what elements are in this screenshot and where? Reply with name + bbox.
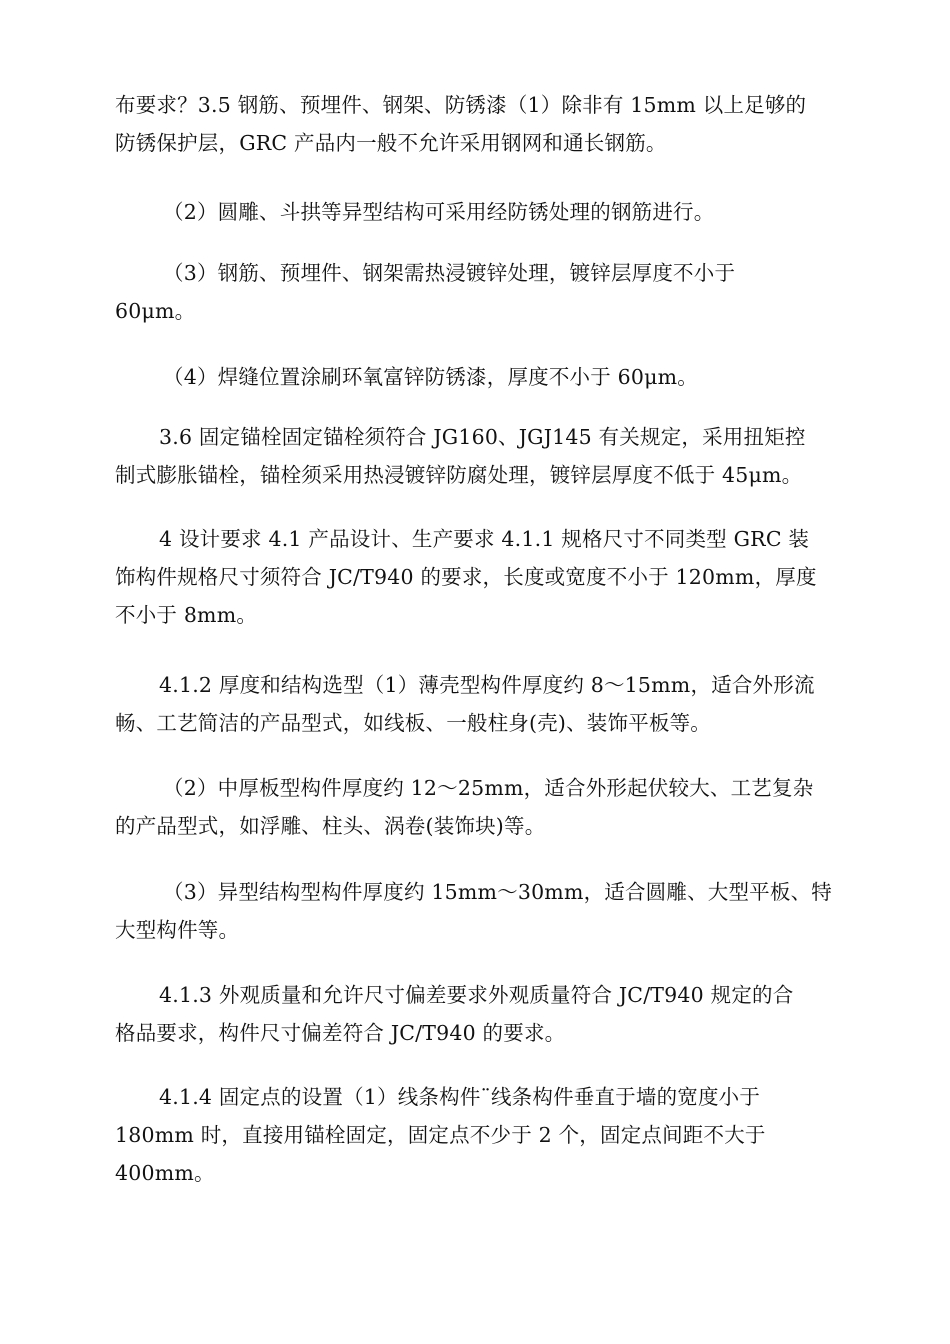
paragraph-item-4: [115, 358, 835, 396]
paragraph-item-2: [115, 193, 835, 231]
paragraph-4-1-3-quality: [115, 976, 835, 1052]
text-line: 4.1.2 厚度和结构选型（1）薄壳型构件厚度约 8～15mm，适合外形流: [159, 673, 815, 697]
paragraph-4-1-2-thickness: [115, 666, 835, 742]
text-line: （2）中厚板型构件厚度约 12～25mm，适合外形起伏较大、工艺复杂: [163, 776, 814, 800]
paragraph-4-1-4-fixing: [115, 1078, 835, 1192]
text-line: 4 设计要求 4.1 产品设计、生产要求 4.1.1 规格尺寸不同类型 GRC 装: [159, 527, 810, 551]
text-line: 400mm。: [115, 1161, 215, 1185]
text-line: 制式膨胀锚栓，锚栓须采用热浸镀锌防腐处理，镀锌层厚度不低于 45μm。: [115, 463, 803, 487]
text-line: 180mm 时，直接用锚栓固定，固定点不少于 2 个，固定点间距不大于: [115, 1123, 766, 1147]
text-line: 大型构件等。: [115, 918, 240, 942]
text-line: 布要求？3.5 钢筋、预埋件、钢架、防锈漆（1）除非有 15mm 以上足够的: [115, 93, 807, 117]
text-line: （3）异型结构型构件厚度约 15mm～30mm，适合圆雕、大型平板、特: [163, 880, 832, 904]
paragraph-medium-thick: [115, 769, 835, 845]
text-line: 防锈保护层，GRC 产品内一般不允许采用钢网和通长钢筋。: [115, 131, 667, 155]
text-line: 60μm。: [115, 299, 196, 323]
text-line: 的产品型式，如浮雕、柱头、涡卷(装饰块)等。: [115, 814, 546, 838]
paragraph-item-3: [115, 254, 835, 330]
paragraph-special-shape: [115, 873, 835, 949]
text-line: 3.6 固定锚栓固定锚栓须符合 JG160、JGJ145 有关规定，采用扭矩控: [159, 425, 806, 449]
paragraph-3-6-anchor: [115, 418, 835, 494]
text-line: 饰构件规格尺寸须符合 JC/T940 的要求，长度或宽度不小于 120mm，厚度: [115, 565, 817, 589]
text-line: 不小于 8mm。: [115, 603, 258, 627]
text-line: 4.1.4 固定点的设置（1）线条构件¨线条构件垂直于墙的宽度小于: [159, 1085, 761, 1109]
text-line: 格品要求，构件尺寸偏差符合 JC/T940 的要求。: [115, 1021, 566, 1045]
text-line: （3）钢筋、预埋件、钢架需热浸镀锌处理，镀锌层厚度不小于: [163, 261, 736, 285]
paragraph-3-5-steel: [115, 86, 835, 162]
paragraph-4-design: [115, 520, 835, 634]
text-line: 4.1.3 外观质量和允许尺寸偏差要求外观质量符合 JC/T940 规定的合: [159, 983, 794, 1007]
text-line: （4）焊缝位置涂刷环氧富锌防锈漆，厚度不小于 60μm。: [163, 365, 699, 389]
text-line: 畅、工艺简洁的产品型式，如线板、一般柱身(壳)、装饰平板等。: [115, 711, 711, 735]
text-line: （2）圆雕、斗拱等异型结构可采用经防锈处理的钢筋进行。: [163, 200, 715, 224]
